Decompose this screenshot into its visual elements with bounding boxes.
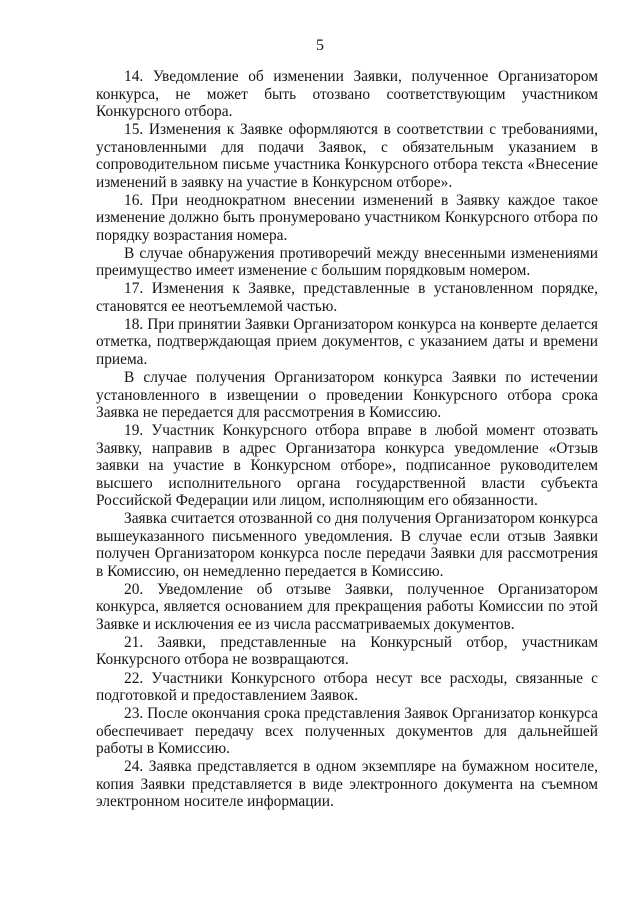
paragraph-23: 23. После окончания срока представления Заявок Организатор конкурса обеспечивает передачу всех полученных документов для дальнейшей работы в Комиссию.: [96, 705, 598, 758]
paragraph-24: 24. Заявка представляется в одном экземпляре на бумажном носителе, копия Заявки представляется в виде электронного документа на съемном электронном носителе информации.: [96, 758, 598, 811]
document-body: [96, 68, 598, 811]
paragraph-15: 15. Изменения к Заявке оформляются в соответствии с требованиями, установленными для подачи Заявок, с обязательным указанием в сопроводительном письме участника Конкурсного отбора текста «Внесение изменений в заявку на участие в Конкурсном отборе».: [96, 121, 598, 191]
paragraph-14: 14. Уведомление об изменении Заявки, полученное Организатором конкурса, не может быть отозвано соответствующим участником Конкурсного отбора.: [96, 68, 598, 120]
paragraph-17: 17. Изменения к Заявке, представленные в установленном порядке, становятся ее неотъемлемой частью.: [96, 280, 598, 315]
paragraph-18: 18. При принятии Заявки Организатором конкурса на конверте делается отметка, подтверждающая прием документов, с указанием даты и времени приема.: [96, 315, 598, 368]
paragraph-16: 16. При неоднократном внесении изменений в Заявку каждое такое изменение должно быть пронумеровано участником Конкурсного отбора по порядку возрастания номера.: [96, 191, 598, 244]
paragraph-19-withdrawal: Заявка считается отозванной со дня получения Организатором конкурса вышеуказанного письменного уведомления. В случае если отзыв Заявки получен Организатором конкурса после передачи Заявки для рассмотрения в Комиссию, он немедленно передается в Комиссию.: [96, 510, 598, 580]
paragraph-21: 21. Заявки, представленные на Конкурсный отбор, участникам Конкурсного отбора не возвращаются.: [96, 633, 598, 669]
paragraph-16-contradictions: В случае обнаружения противоречий между внесенными изменениями преимущество имеет изменение с большим порядковым номером.: [96, 244, 598, 280]
paragraph-19: 19. Участник Конкурсного отбора вправе в любой момент отозвать Заявку, направив в адрес Организатора конкурса уведомление «Отзыв заявки на участие в Конкурсном отборе», подписанное руководителем высшего исполнительного органа государственной власти субъекта Российской Федерации или лицом, исполняющим его обязанности.: [96, 422, 598, 510]
page-number: 5: [316, 37, 324, 54]
paragraph-22: 22. Участники Конкурсного отбора несут все расходы, связанные с подготовкой и предоставлением Заявок.: [96, 669, 598, 705]
paragraph-18-late-receipt: В случае получения Организатором конкурса Заявки по истечении установленного в извещении о проведении Конкурсного отбора срока Заявка не передается для рассмотрения в Комиссию.: [96, 369, 598, 422]
paragraph-20: 20. Уведомление об отзыве Заявки, полученное Организатором конкурса, является основанием для прекращения работы Комиссии по этой Заявке и исключения ее из числа рассматриваемых документов.: [96, 580, 598, 633]
